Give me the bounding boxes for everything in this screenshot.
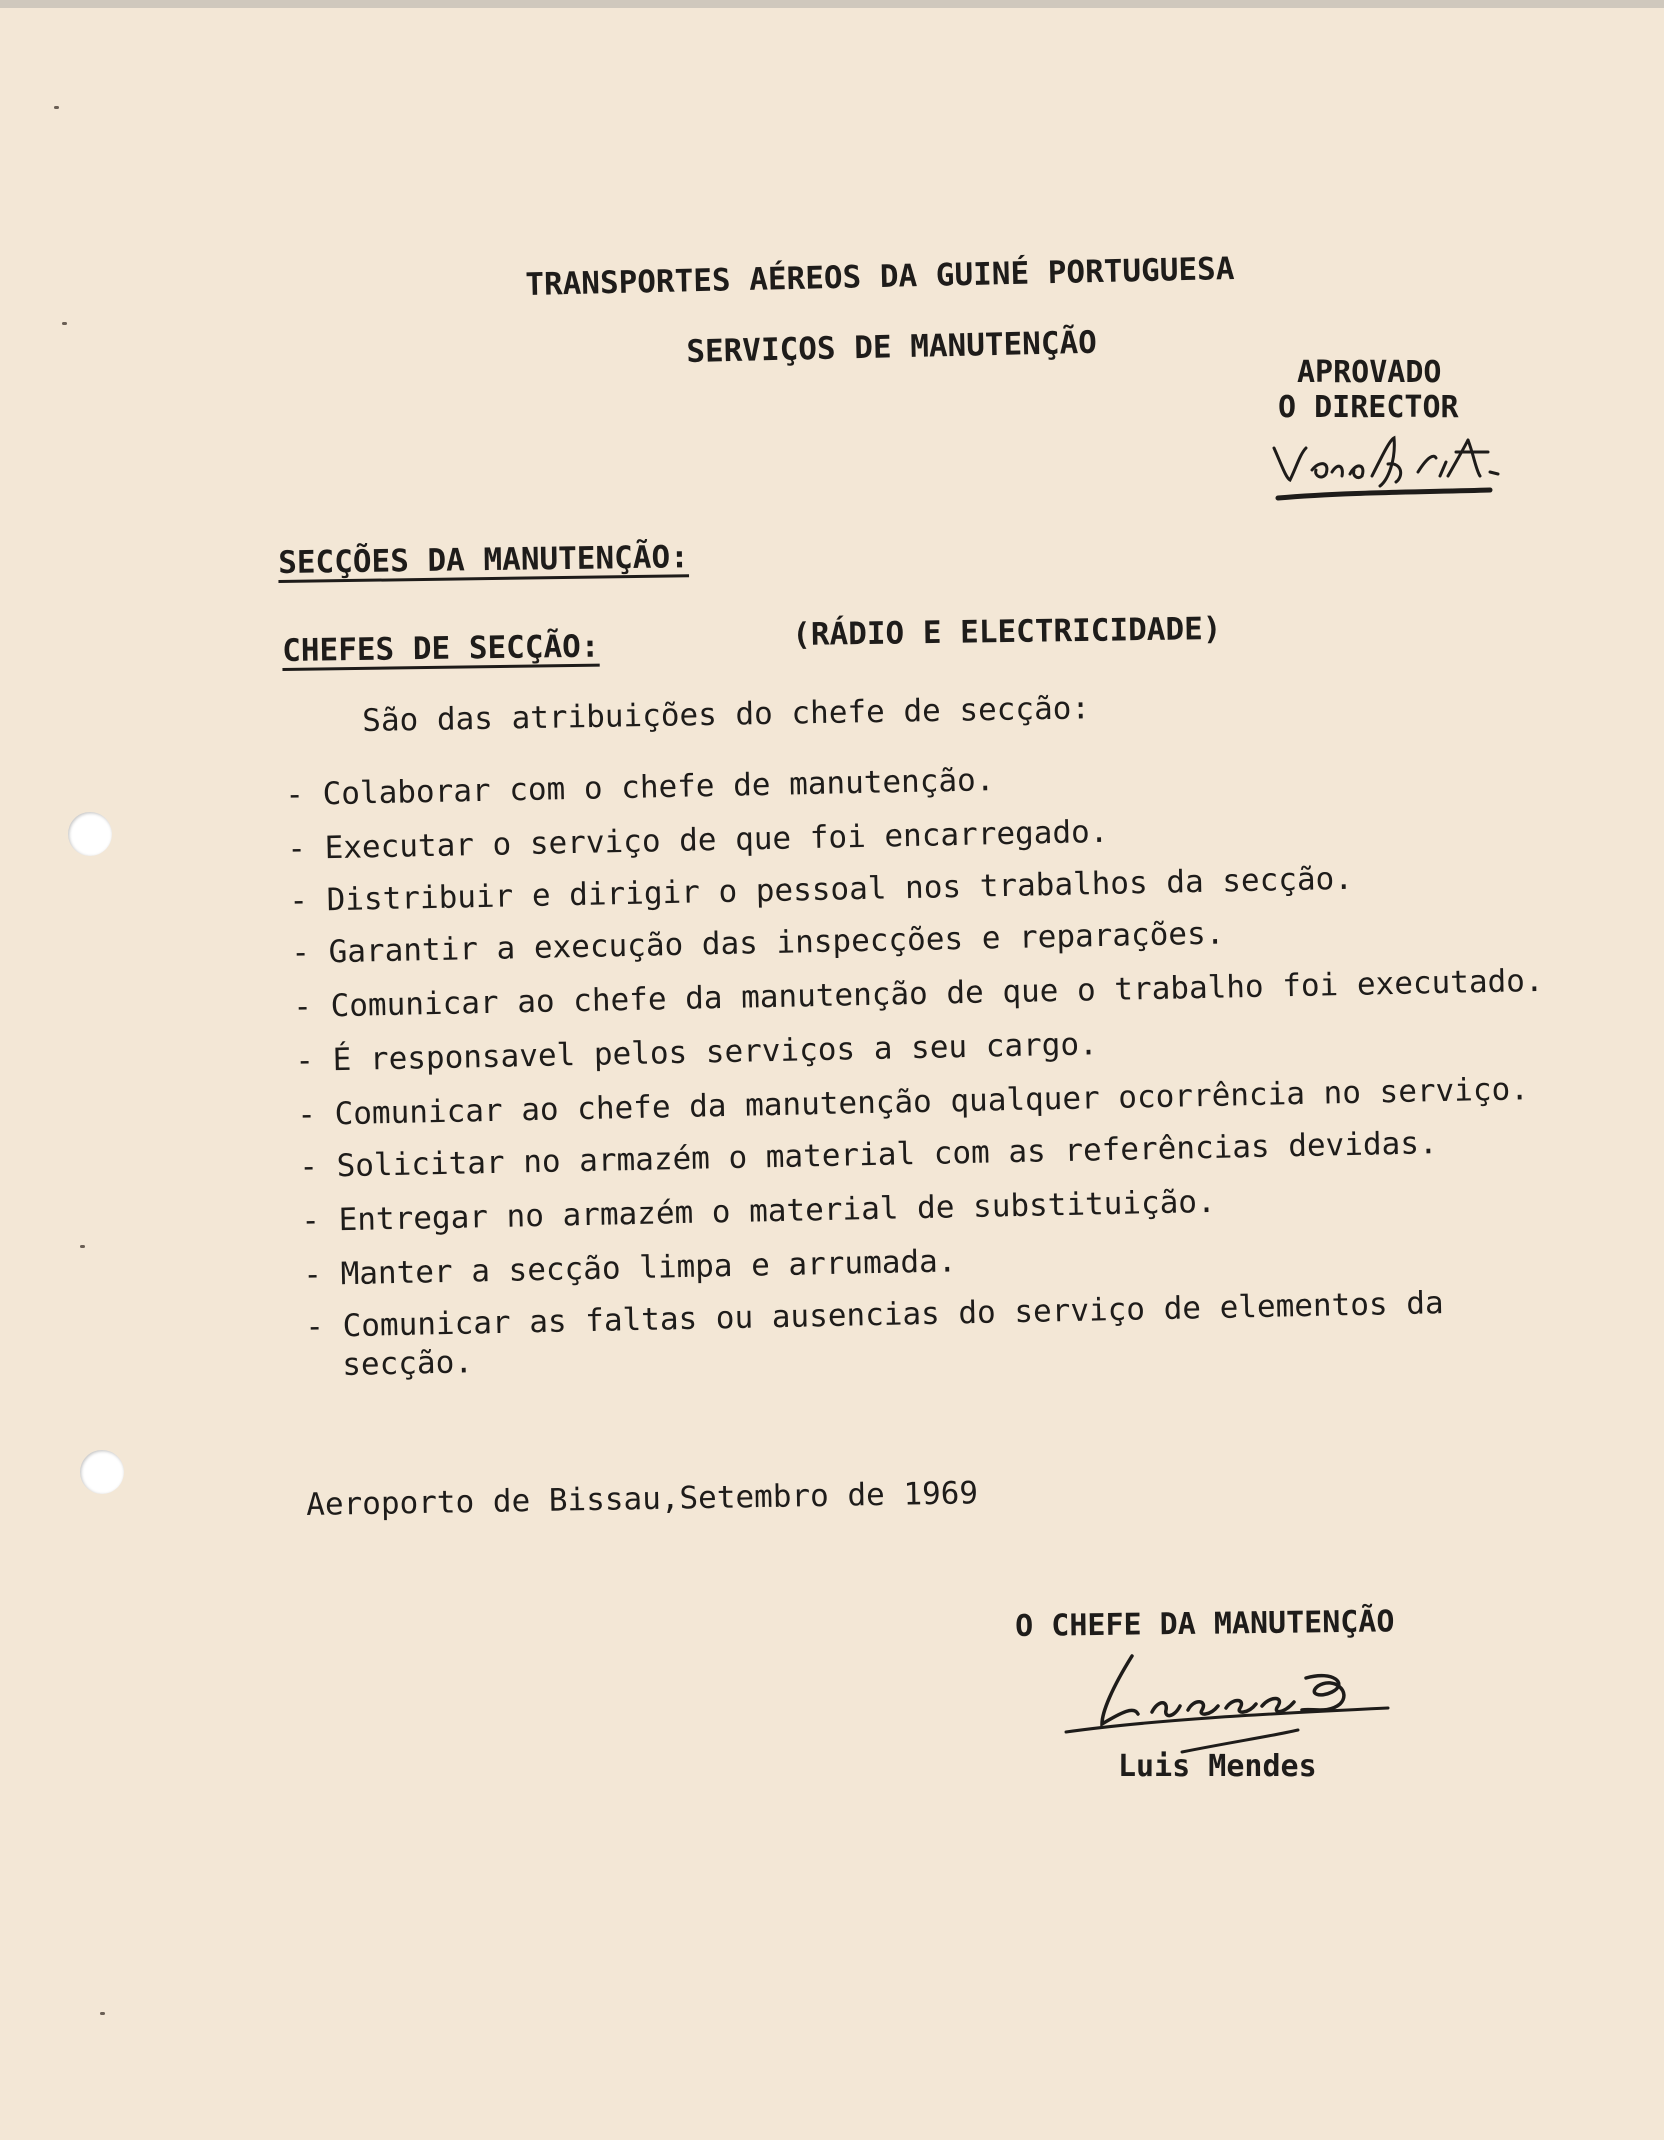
bullet-dash: - [292,988,313,1025]
chiefs-label: CHEFES DE SECÇÃO: [281,628,600,669]
bullet-dash: - [290,934,311,971]
chief-signature [1062,1648,1412,1758]
bullet-dash: - [288,882,309,919]
signoff-title: O CHEFE DA MANUTENÇÃO [1014,1604,1395,1644]
punch-hole-top [68,812,112,856]
list-item: - Distribuir e dirigir o pessoal nos trabalhos da secção. [288,860,1354,919]
bullet-dash: - [300,1202,321,1239]
department-title: SERVIÇOS DE MANUTENÇÃO [685,324,1098,370]
list-item: - Executar o serviço de que foi encarregado. [286,813,1109,867]
list-item: - Manter a secção limpa e arrumada. [302,1243,957,1293]
bullet-dash: - [302,1256,323,1293]
director-signature [1268,432,1518,512]
approval-label: APROVADO [1297,355,1442,390]
scan-top-edge [0,0,1664,8]
bullet-dash: - [284,776,305,813]
bullet-dash: - [286,830,307,867]
bullet-dash: - [298,1148,319,1185]
list-item: - Comunicar as faltas ou ausencias do serviço de elementos da [304,1285,1444,1345]
list-item: - Comunicar ao chefe da manutenção qualquer ocorrência no serviço. [296,1071,1530,1133]
bullet-dash: - [304,1308,325,1345]
paper-speck [62,322,67,325]
place-date: Aeroporto de Bissau,Setembro de 1969 [305,1475,979,1523]
punch-hole-bottom [80,1450,124,1494]
sections-heading: SECÇÕES DA MANUTENÇÃO: [277,539,690,581]
paper-speck [80,1245,85,1248]
list-item: - Comunicar ao chefe da manutenção de que o trabalho foi executado. [292,962,1544,1025]
signoff-name: Luis Mendes [1118,1749,1317,1784]
paper-speck [100,2012,105,2015]
list-item: - Colaborar com o chefe de manutenção. [284,762,995,813]
list-item: - Garantir a execução das inspecções e reparações. [290,915,1225,971]
bullet-dash: - [294,1042,315,1079]
list-item: - Entregar no armazém o material de substituição. [300,1183,1217,1239]
list-item: - Solicitar no armazém o material com as referências devidas. [298,1125,1438,1185]
approval-director-label: O DIRECTOR [1278,390,1459,425]
bullet-dash: - [296,1096,317,1133]
intro-text: São das atribuições do chefe de secção: [361,690,1091,739]
paper-speck [54,106,59,109]
organization-title: TRANSPORTES AÉREOS DA GUINÉ PORTUGUESA [524,250,1235,303]
section-name: (RÁDIO E ELECTRICIDADE) [791,611,1222,653]
list-item: - É responsavel pelos serviços a seu cargo. [294,1026,1099,1079]
list-item-continuation: secção. [341,1344,474,1383]
